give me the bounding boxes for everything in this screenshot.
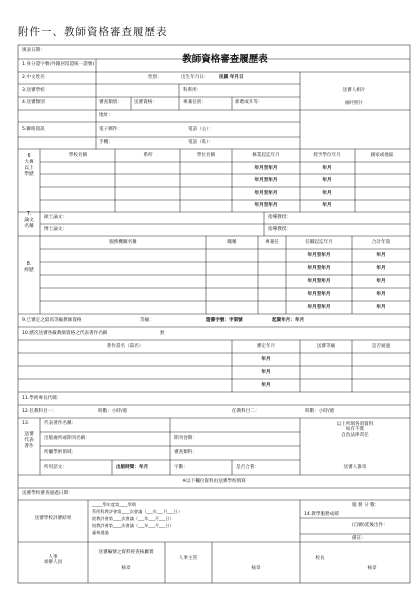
works-grade-header: 送審等級 bbox=[316, 344, 336, 349]
exp-unit-header: 職稱 bbox=[227, 240, 237, 245]
phd-thesis-label: 博士論文： bbox=[44, 227, 67, 232]
pub-lang-label: 所用語文： bbox=[44, 465, 67, 470]
pub-date-label: 出版時間：年月 bbox=[116, 465, 149, 470]
exp-years-cell: 年月 bbox=[376, 292, 386, 297]
eval-row: 審核通過 bbox=[92, 530, 109, 535]
rep-section-label: 送審 代表 著作 bbox=[24, 432, 34, 449]
apply-qual-label: 送審資格： bbox=[134, 100, 157, 105]
edu-grant-cell: 年月 bbox=[322, 178, 332, 183]
personnel-label: 人事 承辦人員 bbox=[43, 555, 63, 566]
service-score-label: 服 務 分 數： bbox=[352, 503, 380, 508]
q11-label: 11.學術專長代碼： bbox=[22, 396, 62, 401]
eval-row: 校教評會第____次會議（___年___月___日） bbox=[92, 523, 174, 528]
edu-grant-cell: 年月 bbox=[322, 166, 332, 171]
fill-date-label: 填表日期： bbox=[22, 48, 45, 53]
exp-period-cell: 年月至年月 bbox=[307, 305, 331, 310]
exp-section-label: 8. 經歷 bbox=[24, 262, 34, 273]
name-label: 2.中文姓名 bbox=[22, 75, 45, 80]
exp-period-header: 任職起迄年月 bbox=[305, 240, 333, 245]
edu-grant-header: 授予學位年月 bbox=[313, 153, 341, 158]
remark-label: 備註： bbox=[352, 536, 366, 541]
email-label: 電子郵件： bbox=[99, 127, 122, 132]
master-thesis-label: 碩士論文： bbox=[44, 215, 67, 220]
pub-volume-label: 期刊卷期： bbox=[174, 436, 197, 441]
photo-label-1: 送審人相片 bbox=[342, 88, 366, 93]
apply-type-label: 4.送審類別 bbox=[22, 100, 45, 105]
school-eval-label: 送審學校評審結果 bbox=[34, 516, 72, 521]
works-date-cell: 年月 bbox=[261, 370, 271, 375]
stamp-label-3: 核章 bbox=[367, 566, 377, 571]
delay-label: (自願)延後出件： bbox=[352, 523, 388, 528]
pub-field-label: 所屬學術領域： bbox=[44, 450, 77, 455]
rep-name-label: 代表著作名稱： bbox=[44, 421, 77, 426]
exp-years-cell: 年月 bbox=[376, 266, 386, 271]
q12-hours-label: 時數：小時/週 bbox=[98, 409, 128, 414]
q12-label: 12.任教科目一： bbox=[22, 409, 57, 414]
edu-grant-cell: 年月 bbox=[322, 191, 332, 196]
exp-title-header: 專兼任 bbox=[265, 240, 279, 245]
birth-label: 出生年月日： bbox=[181, 75, 209, 80]
works-pass-header: 是否通過 bbox=[371, 344, 391, 349]
works-date-header: 審定年月 bbox=[256, 344, 276, 349]
edu-country-header: 國家或地區 bbox=[370, 153, 394, 158]
signature-label: 送審人簽章 bbox=[343, 465, 367, 470]
q9-date-label: 起資年月：年月 bbox=[272, 318, 305, 323]
exp-years-header: 合計年資 bbox=[371, 240, 391, 245]
apply-rank-label: 審查類別： bbox=[99, 100, 122, 105]
q12-hours2-label: 時數：小時/週 bbox=[305, 409, 335, 414]
school-note: ※以下欄位資料由送審學校填寫 bbox=[182, 479, 246, 484]
works-date-cell: 年月 bbox=[261, 383, 271, 388]
address-label: 地址： bbox=[99, 113, 113, 118]
mobile-label: 手機： bbox=[99, 140, 113, 145]
advisor-label-2: 指導教授： bbox=[268, 227, 291, 232]
advisor-label-1: 指導教授： bbox=[268, 215, 291, 220]
eval-row: 院教評會第____次會議（___年___月___日） bbox=[92, 516, 174, 521]
stamp-label-1: 核章 bbox=[121, 566, 131, 571]
dept-label: 科系所： bbox=[183, 88, 202, 93]
pub-words-label: 字數： bbox=[174, 465, 188, 470]
q10-tail: 無 bbox=[160, 331, 165, 336]
edu-section-label: 6 大專 以上 學歷 bbox=[24, 154, 34, 177]
edu-dept-header: 系所 bbox=[143, 153, 153, 158]
photo-label-2: 兩吋照片 bbox=[344, 101, 364, 106]
exp-years-cell: 年月 bbox=[376, 305, 386, 310]
personnel-note: 送審編號之資料經查核屬實 bbox=[98, 550, 154, 555]
q9-cert-label: 證書字號：字第號 bbox=[206, 318, 243, 323]
exp-period-cell: 年月至年月 bbox=[307, 266, 331, 271]
gender-label: 性別： bbox=[148, 75, 162, 80]
q13-label: 13. bbox=[22, 421, 30, 426]
teaching-score-label: 14.教學服務成績 bbox=[304, 512, 339, 517]
eval-row: 系所科教評會第____次會議（___年___月___日） bbox=[92, 509, 183, 514]
start-date-label: 新聘或升等： bbox=[235, 100, 263, 105]
exp-years-cell: 年月 bbox=[376, 279, 386, 284]
pub-org-label: 出版處所或期刊名稱： bbox=[44, 436, 90, 441]
document-header: 附件一、教師資格審查履歷表 bbox=[18, 26, 168, 38]
exp-period-cell: 年月至年月 bbox=[307, 292, 331, 297]
edu-period-cell: 年月至年月 bbox=[254, 166, 278, 171]
id-label: 1.身分證字號(外籍居留證統一證號) bbox=[22, 62, 95, 67]
edu-period-header: 修業起迄年月 bbox=[252, 153, 280, 158]
edu-degree-header: 學位名稱 bbox=[196, 153, 216, 158]
contact-label: 5.聯絡資訊 bbox=[22, 127, 45, 132]
form-title: 教師資格審查履歷表 bbox=[182, 54, 268, 65]
school-label: 3.送審學校 bbox=[22, 88, 45, 93]
office-tel-label: 電話（公）： bbox=[188, 127, 214, 132]
edu-school-header: 學校名稱 bbox=[68, 153, 88, 158]
birth-value: 民國 年月日 bbox=[219, 75, 244, 80]
school-review-date-label: 送審學校審查通過日期： bbox=[22, 491, 73, 496]
exp-years-cell: 年月 bbox=[376, 253, 386, 258]
works-name-header: 著作書名（篇名） bbox=[106, 344, 144, 349]
q12-subject2-label: 任教科目二： bbox=[232, 409, 260, 414]
q9-label: 9.已審定之最高等級教師資格 bbox=[22, 318, 82, 323]
thesis-section-label: 7. 論文 名稱 bbox=[24, 212, 34, 229]
full-time-label: 專兼任別： bbox=[183, 100, 206, 105]
eval-row: _____學年度第____學期 bbox=[92, 502, 136, 507]
q10-label: 10.歷次送審各級教師資格之代表著作名稱 bbox=[22, 331, 108, 336]
q9-rank-label: 等級： bbox=[140, 318, 154, 323]
personnel-head-label: 人事主管 bbox=[178, 556, 198, 561]
principal-label: 校長 bbox=[315, 556, 325, 561]
works-date-cell: 年月 bbox=[261, 357, 271, 362]
exp-period-cell: 年月至年月 bbox=[307, 253, 331, 258]
sign-note: 以上所填各項資料 如有不實 自負法律責任 bbox=[336, 422, 374, 438]
exp-period-cell: 年月至年月 bbox=[307, 279, 331, 284]
stamp-label-2: 核章 bbox=[251, 566, 261, 571]
pub-coauthor-label: 是否合著： bbox=[236, 465, 259, 470]
edu-period-cell: 年月至年月 bbox=[254, 203, 278, 208]
home-tel-label: 電話（私）： bbox=[188, 140, 214, 145]
edu-grant-cell: 年月 bbox=[322, 203, 332, 208]
pub-category-label: 審查類科： bbox=[174, 450, 197, 455]
edu-period-cell: 年月至年月 bbox=[254, 191, 278, 196]
edu-period-cell: 年月至年月 bbox=[254, 178, 278, 183]
exp-org-header: 服務機關名稱 bbox=[109, 240, 137, 245]
